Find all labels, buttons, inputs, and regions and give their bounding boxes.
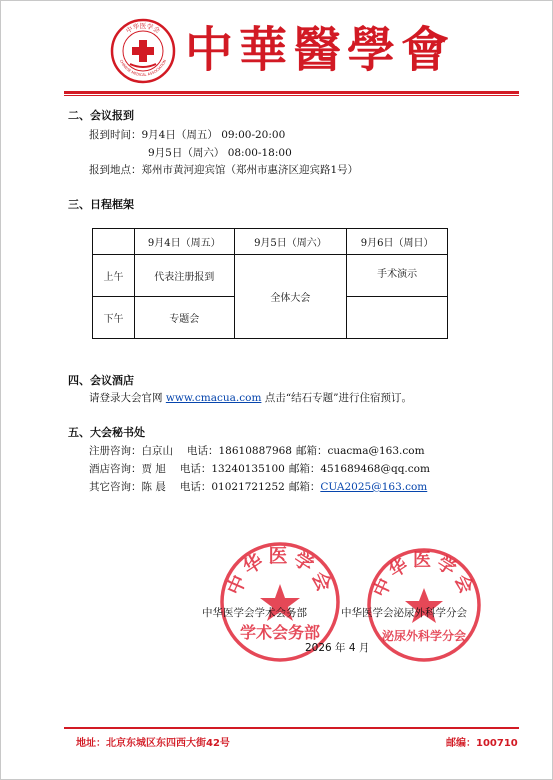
stamp-arc-text: 中华医学会: [223, 545, 337, 599]
signature-date: 2026 年 4 月: [305, 642, 370, 654]
contact-phone: 电话：01021721252: [179, 481, 285, 493]
contact-role: 其它咨询：陈 晨: [89, 481, 166, 493]
contact-email: 451689468@qq.com: [320, 463, 430, 475]
schedule-header-row: [93, 229, 448, 255]
hotel-website-link[interactable]: www.cmacua.com: [165, 392, 262, 404]
checkin-time-2: 9月5日（周六） 08:00-18:00: [148, 147, 292, 159]
footer-address: 地址：北京东城区东四西大街42号: [76, 738, 230, 749]
contact-role: 酒店咨询：贾 旭: [89, 463, 166, 475]
table-header-empty: [93, 229, 135, 255]
section2-heading: 二、会议报到: [68, 109, 134, 122]
cell-d6-am: 手术演示: [347, 255, 448, 297]
table-header-day2: 9月5日（周六）: [234, 229, 347, 255]
stamp-bottom-text: 泌尿外科学分会: [381, 629, 467, 643]
section3-heading: 三、日程框架: [68, 198, 134, 211]
contact-mail-label: 邮箱：: [288, 481, 321, 493]
row-label-pm: 下午: [93, 297, 135, 339]
checkin-place: 郑州市黄河迎宾馆（郑州市惠济区迎宾路1号）: [141, 164, 359, 176]
footer-postcode: 邮编：100710: [446, 738, 518, 749]
contact-phone: 电话：13240135100: [179, 463, 285, 475]
schedule-table: [92, 228, 448, 339]
footer-rule: [64, 727, 519, 729]
contact-row: [89, 443, 425, 458]
contact-phone: 电话：18610887968: [187, 445, 292, 457]
header-rule-thick: [64, 91, 519, 94]
row-label-am: 上午: [93, 255, 135, 297]
contact-mail-label: 邮箱：: [288, 463, 321, 475]
signature-right: 中华医学会泌尿外科学分会: [341, 607, 467, 619]
hotel-post: 点击“结石专题”进行住宿预订。: [261, 392, 412, 404]
header-rule-thin: [64, 95, 519, 96]
logo-cn-text: 中华医学会: [124, 22, 162, 36]
checkin-place-line: [89, 162, 358, 177]
cell-d6-pm: [347, 297, 448, 339]
table-header-day3: 9月6日（周日）: [347, 229, 448, 255]
contact-email-link[interactable]: CUA2025@163.com: [320, 481, 428, 493]
section4-heading: 四、会议酒店: [68, 374, 134, 387]
cell-d4-am: 代表注册报到: [134, 255, 234, 297]
section5-heading: 五、大会秘书处: [68, 426, 145, 439]
cell-d5-all: 全体大会: [234, 255, 347, 339]
cma-logo-icon: [110, 18, 176, 84]
hotel-line: [89, 390, 412, 405]
checkin-place-label: 报到地点：: [89, 164, 142, 176]
cell-d4-pm: 专题会: [134, 297, 234, 339]
schedule-row-am: [93, 255, 448, 297]
contact-email: cuacma@163.com: [327, 445, 425, 457]
contact-mail-label: 邮箱：: [296, 445, 328, 457]
logo-en-text: CHINESE MEDICAL ASSOCIATION: [118, 59, 168, 78]
contact-row: [89, 479, 427, 494]
hotel-pre: 请登录大会官网: [89, 392, 166, 404]
checkin-time-label: 报到时间：: [89, 129, 142, 141]
checkin-time-1: 9月4日（周五） 09:00-20:00: [141, 129, 286, 141]
header-title: 中華醫學會: [185, 22, 456, 78]
stamp-arc-text: 中华医学会: [369, 550, 479, 601]
signature-left: 中华医学会学术会务部: [202, 607, 307, 619]
contact-role: 注册咨询：白京山: [89, 445, 173, 457]
contact-row: [89, 461, 430, 476]
table-header-day1: 9月4日（周五）: [134, 229, 234, 255]
stamp-bottom-text: 学术会务部: [239, 623, 321, 642]
checkin-time-line1: [89, 127, 285, 142]
